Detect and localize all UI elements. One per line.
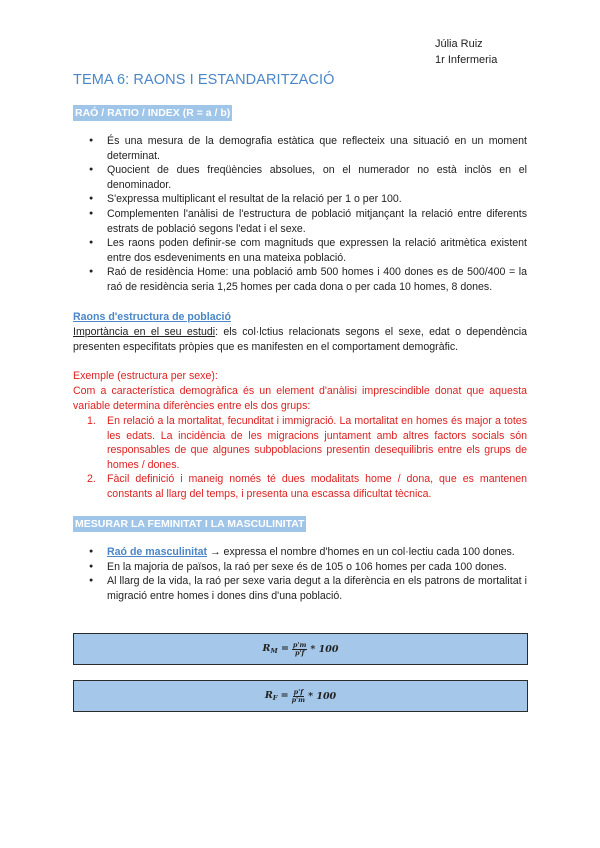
formula-multiplier: * 100 bbox=[310, 643, 339, 655]
formula-numerator: p'f bbox=[293, 687, 304, 696]
formula-denominator: p'm bbox=[291, 695, 306, 704]
example-intro: Com a característica demogràfica és un element d'anàlisi imprescindible donat que aquesta variable determina diferències entre els dos grups: bbox=[73, 385, 527, 412]
formula-numerator: p'm bbox=[292, 640, 307, 649]
list-item: ● S'expressa multiplicant el resultat de la relació per 1 o per 100. bbox=[73, 192, 527, 207]
section-heading-ratio: RAÓ / RATIO / INDEX (R = a / b) bbox=[75, 107, 231, 119]
list-item: ● És una mesura de la demografia estàtica que reflecteix una situació en un moment determinat. bbox=[73, 134, 527, 163]
list-text: → expressa el nombre d'homes en un col·lectiu cada 100 dones. bbox=[207, 546, 515, 558]
section-heading-femininity: MESURAR LA FEMINITAT I LA MASCULINITAT bbox=[75, 518, 305, 530]
list-item: ● Complementen l'anàlisi de l'estructura de població mitjançant la relació entre diferents estrats de població segons l'edat i el sexe. bbox=[73, 207, 527, 236]
list-item bbox=[73, 472, 527, 501]
formula-fraction bbox=[292, 642, 307, 657]
list-number: 1. bbox=[87, 415, 96, 427]
author-name: Júlia Ruiz bbox=[435, 38, 483, 50]
list-item bbox=[73, 414, 527, 472]
formula-denominator: p'f bbox=[294, 648, 305, 657]
example-numbered-list bbox=[73, 414, 527, 502]
list-number: 2. bbox=[87, 473, 96, 486]
formula-lhs: $R_M$ = bbox=[262, 643, 289, 655]
formula-multiplier: * 100 bbox=[308, 690, 337, 702]
list-item: ● En la majoria de països, la raó per sexe és de 105 o 106 homes per cada 100 dones. bbox=[73, 560, 527, 575]
list-item: ● Quocient de dues freqüències absolues, on el numerador no està inclòs en el denominador. bbox=[73, 163, 527, 192]
importance-text: : els col·lctius relacionats segons el sexe, edat o dependència presenten especifitats pròpies que es manifesten en el comportament demogràfic. bbox=[73, 326, 527, 353]
masculinity-formula-box bbox=[73, 633, 528, 665]
list-text: Fàcil definició i maneig només té dues modalitats home / dona, que es mantenen constants al llarg del temps, i presenta una escassa dificultat tècnica. bbox=[107, 473, 527, 500]
list-item: ● Al llarg de la vida, la raó per sexe varia degut a la diferència en els patrons de mortalitat i migració entre homes i dones dins d'una població. bbox=[73, 574, 527, 603]
femininity-formula-box bbox=[73, 680, 528, 712]
document-title: TEMA 6: RAONS I ESTANDARITZACIÓ bbox=[73, 72, 335, 88]
importance-paragraph bbox=[73, 325, 527, 354]
list-item: ● Les raons poden definir-se com magnituds que expressen la relació aritmètica existent entre dos esdeveniments en una mateixa població. bbox=[73, 236, 527, 265]
author-course: 1r Infermeria bbox=[435, 54, 498, 66]
formula-lhs: $R_F$ = bbox=[264, 690, 289, 702]
list-text: En relació a la mortalitat, fecunditat i immigració. La mortalitat en homes és major a totes les edats. La incidència de les migracions juntament amb altres factors socials són responsables de que algunes subpoblacions presentin desequilibris entre els grups de homes / dones. bbox=[107, 415, 527, 471]
list-item bbox=[73, 545, 527, 560]
list-item: ● Raó de residència Home: una població amb 500 homes i 400 dones es de 500/400 = la raó de residència seria 1,25 homes per cada dona o per cada 10 homes, 8 dones. bbox=[73, 265, 527, 294]
masculinity-ratio-link[interactable]: Raó de masculinitat bbox=[107, 546, 208, 558]
example-label: Exemple (estructura per sexe): bbox=[73, 370, 218, 382]
formula-fraction bbox=[292, 689, 305, 704]
importance-label: Importància en el seu estudi bbox=[73, 326, 216, 338]
subheading-population-structure: Raons d'estructura de població bbox=[73, 311, 231, 323]
masculinity-bullet-list bbox=[73, 545, 527, 603]
ratio-bullet-list bbox=[73, 134, 527, 295]
author-block bbox=[435, 36, 497, 68]
